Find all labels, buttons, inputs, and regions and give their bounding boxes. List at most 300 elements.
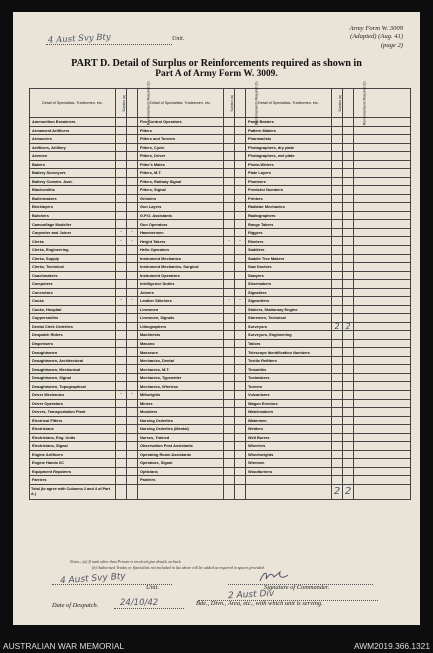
value-cell bbox=[116, 399, 127, 408]
specialist-name: Linesmen, Signals bbox=[138, 314, 224, 323]
value-cell bbox=[127, 263, 138, 272]
specialist-name: Miners bbox=[138, 399, 224, 408]
value-cell bbox=[332, 143, 343, 152]
value-cell bbox=[224, 450, 235, 459]
value-cell bbox=[343, 356, 354, 365]
value-cell: - bbox=[127, 297, 138, 306]
value-cell bbox=[116, 118, 127, 127]
specialist-name: Height Takers bbox=[138, 237, 224, 246]
form-ref-line: (Adapted) (Aug. 41) bbox=[350, 33, 403, 41]
table-header-row bbox=[30, 89, 411, 118]
value-cell bbox=[127, 476, 138, 485]
value-cell bbox=[127, 118, 138, 127]
specialist-name: Clerks, Technical bbox=[30, 263, 116, 272]
value-cell: - bbox=[127, 391, 138, 400]
specialist-name: Armourers bbox=[30, 135, 116, 144]
value-cell bbox=[116, 314, 127, 323]
specialist-name: Fitters, Driver bbox=[138, 152, 224, 161]
value-cell bbox=[224, 433, 235, 442]
value-cell bbox=[235, 467, 246, 476]
specialist-name: Operating Room Assistants bbox=[138, 450, 224, 459]
value-cell bbox=[332, 305, 343, 314]
value-cell bbox=[332, 135, 343, 144]
blank-cell bbox=[354, 467, 411, 476]
date-dotted-line bbox=[114, 608, 184, 609]
value-cell: - bbox=[116, 237, 127, 246]
total-label: Total (to agree with Columns 2 and 4 of Part A.) bbox=[30, 484, 116, 499]
note-a: Notes—(a) If rank other than Private is involved give details on back. bbox=[70, 559, 182, 564]
table-row bbox=[30, 135, 411, 144]
specialist-name: Saw Doctors bbox=[246, 263, 332, 272]
value-cell: - bbox=[224, 237, 235, 246]
blank-cell bbox=[354, 459, 411, 468]
blank-cell bbox=[354, 425, 411, 434]
specialist-name: Hammermen bbox=[138, 228, 224, 237]
value-cell bbox=[224, 339, 235, 348]
value-cell bbox=[235, 220, 246, 229]
bde-handwritten: 2 Aust Div bbox=[227, 588, 275, 602]
value-cell bbox=[224, 143, 235, 152]
value-cell bbox=[235, 126, 246, 135]
table-row bbox=[30, 118, 411, 127]
value-cell bbox=[332, 271, 343, 280]
specialist-name: Electricians, Signal bbox=[30, 442, 116, 451]
value-cell bbox=[332, 126, 343, 135]
specialist-name: Range Takers bbox=[246, 220, 332, 229]
value-cell bbox=[343, 433, 354, 442]
specialist-name: Stokers, Stationary Engine bbox=[246, 305, 332, 314]
table-row bbox=[30, 356, 411, 365]
value-cell bbox=[332, 314, 343, 323]
value-cell bbox=[127, 433, 138, 442]
specialist-name: Axemen bbox=[30, 152, 116, 161]
specialist-name: Battery Surveyors bbox=[30, 169, 116, 178]
value-cell bbox=[116, 442, 127, 451]
value-cell bbox=[224, 365, 235, 374]
blank-cell bbox=[354, 169, 411, 178]
signature-label: Signature of Commander. bbox=[264, 584, 330, 591]
value-cell bbox=[127, 169, 138, 178]
specialist-name: Signwriters bbox=[246, 297, 332, 306]
value-cell bbox=[332, 399, 343, 408]
note-b: (b) Authorised Trades or Specialists not included in list above will be added as required in spaces provided. bbox=[92, 564, 265, 570]
specialist-name: Draughtsmen bbox=[30, 348, 116, 357]
value-cell bbox=[116, 476, 127, 485]
table-row bbox=[30, 348, 411, 357]
value-cell bbox=[224, 314, 235, 323]
total-empty-cell bbox=[246, 484, 332, 499]
value-cell bbox=[224, 399, 235, 408]
blank-cell bbox=[354, 331, 411, 340]
value-cell bbox=[235, 450, 246, 459]
specialist-name: Computers bbox=[30, 280, 116, 289]
col-header-required: Reinforcements Required (b) bbox=[235, 89, 246, 118]
specialists-table bbox=[29, 81, 411, 500]
specialist-name: Fitters, Signal bbox=[138, 186, 224, 195]
value-cell bbox=[235, 425, 246, 434]
specialist-name: Operators, Signal bbox=[138, 459, 224, 468]
value-cell bbox=[343, 169, 354, 178]
value-cell bbox=[116, 160, 127, 169]
table-row bbox=[30, 280, 411, 289]
specialist-name: Well Borers bbox=[246, 433, 332, 442]
specialist-name: Saddlers bbox=[246, 245, 332, 254]
total-empty-cell bbox=[116, 484, 127, 499]
value-cell bbox=[127, 467, 138, 476]
table-row bbox=[30, 143, 411, 152]
specialist-name: Fitter's Mates bbox=[138, 160, 224, 169]
value-cell bbox=[224, 459, 235, 468]
value-cell bbox=[332, 425, 343, 434]
table-row bbox=[30, 314, 411, 323]
blank-cell bbox=[354, 484, 411, 499]
specialist-name: Coachmakers bbox=[30, 271, 116, 280]
value-cell bbox=[235, 152, 246, 161]
value-cell bbox=[332, 442, 343, 451]
table-row bbox=[30, 152, 411, 161]
specialist-name: Bakers bbox=[30, 160, 116, 169]
value-cell bbox=[343, 228, 354, 237]
specialist-name: Engine Hands I/C bbox=[30, 459, 116, 468]
value-cell bbox=[127, 373, 138, 382]
value-cell bbox=[235, 399, 246, 408]
specialist-name: Gun Operators bbox=[138, 220, 224, 229]
value-cell bbox=[116, 382, 127, 391]
title-line-2: Part A of Army Form W. 3009. bbox=[155, 69, 278, 79]
value-cell bbox=[343, 382, 354, 391]
value-cell bbox=[235, 245, 246, 254]
form-ref-line: Army Form W. 3009 bbox=[349, 25, 403, 32]
value-cell bbox=[127, 305, 138, 314]
value-cell bbox=[343, 297, 354, 306]
blank-cell bbox=[354, 288, 411, 297]
specialist-name: Radiographers bbox=[246, 211, 332, 220]
blank-cell bbox=[354, 297, 411, 306]
value-cell bbox=[235, 348, 246, 357]
archive-footer bbox=[0, 636, 433, 653]
blank-cell bbox=[354, 322, 411, 331]
value-cell bbox=[332, 288, 343, 297]
specialist-name: Millwrights bbox=[138, 391, 224, 400]
table-row bbox=[30, 365, 411, 374]
value-cell bbox=[332, 280, 343, 289]
value-cell bbox=[116, 135, 127, 144]
value-cell bbox=[116, 322, 127, 331]
title-line-1: PART D. Detail of Surplus or Reinforcements required as shown in bbox=[71, 58, 362, 69]
value-cell bbox=[343, 160, 354, 169]
value-cell bbox=[224, 442, 235, 451]
value-cell: - bbox=[116, 297, 127, 306]
value-cell bbox=[332, 373, 343, 382]
specialist-name: Mechanics, Dental bbox=[138, 356, 224, 365]
specialist-name: Photographers, wet plate bbox=[246, 152, 332, 161]
value-cell bbox=[343, 177, 354, 186]
value-cell bbox=[343, 373, 354, 382]
specialist-name: Cooks, Hospital bbox=[30, 305, 116, 314]
specialist-name bbox=[246, 476, 332, 485]
value-cell bbox=[343, 314, 354, 323]
specialist-name: Nursing Orderlies (Mental) bbox=[138, 425, 224, 434]
value-cell bbox=[116, 365, 127, 374]
value-cell bbox=[332, 356, 343, 365]
specialist-name: Cooks bbox=[30, 297, 116, 306]
value-cell bbox=[116, 194, 127, 203]
specialist-name: Linesmen bbox=[138, 305, 224, 314]
value-cell bbox=[116, 271, 127, 280]
specialist-name: Butchers bbox=[30, 211, 116, 220]
value-cell bbox=[116, 280, 127, 289]
value-cell: - bbox=[235, 297, 246, 306]
specialist-name: Battery Comdrs. Asst. bbox=[30, 177, 116, 186]
col-header-surplus: Surplus (a) bbox=[224, 89, 235, 118]
value-cell bbox=[116, 373, 127, 382]
unit-dotted-line bbox=[46, 44, 172, 45]
specialist-name: Printers bbox=[246, 194, 332, 203]
specialist-name: Masseurs bbox=[138, 348, 224, 357]
value-cell bbox=[332, 331, 343, 340]
specialist-name: Lithographers bbox=[138, 322, 224, 331]
blank-cell bbox=[354, 365, 411, 374]
table-row bbox=[30, 373, 411, 382]
value-cell bbox=[332, 382, 343, 391]
blank-cell bbox=[354, 408, 411, 417]
specialist-name: Instrument Mechanics bbox=[138, 254, 224, 263]
specialist-name: Machinists bbox=[138, 331, 224, 340]
value-cell bbox=[332, 450, 343, 459]
value-cell bbox=[116, 245, 127, 254]
blank-cell bbox=[354, 339, 411, 348]
value-cell bbox=[332, 118, 343, 127]
specialist-name: Draughtsmen, Architectural bbox=[30, 356, 116, 365]
specialist-name: Despatch Riders bbox=[30, 331, 116, 340]
table-row bbox=[30, 297, 411, 306]
blank-cell bbox=[354, 194, 411, 203]
table-row bbox=[30, 245, 411, 254]
value-cell bbox=[343, 237, 354, 246]
value-cell bbox=[235, 442, 246, 451]
value-cell bbox=[332, 220, 343, 229]
blank-cell bbox=[354, 126, 411, 135]
col-header-required: Reinforcements Required (b) bbox=[343, 89, 354, 118]
value-cell bbox=[224, 186, 235, 195]
value-cell bbox=[127, 425, 138, 434]
specialist-name: Camouflage Modeller bbox=[30, 220, 116, 229]
value-cell bbox=[332, 348, 343, 357]
blank-cell bbox=[354, 211, 411, 220]
specialist-name: Signallers bbox=[246, 288, 332, 297]
specialist-name: Farriers bbox=[30, 476, 116, 485]
credit-right: AWM2019.366.1321 bbox=[353, 641, 430, 651]
specialist-name: Fitters bbox=[138, 126, 224, 135]
value-cell bbox=[332, 203, 343, 212]
value-cell bbox=[224, 322, 235, 331]
specialist-name: Instrument Operators bbox=[138, 271, 224, 280]
value-cell bbox=[224, 467, 235, 476]
table-row bbox=[30, 203, 411, 212]
value-cell bbox=[343, 442, 354, 451]
specialist-name: Wheelwrights bbox=[246, 450, 332, 459]
blank-cell bbox=[354, 271, 411, 280]
value-cell bbox=[127, 135, 138, 144]
form-reference bbox=[349, 25, 403, 50]
value-cell bbox=[235, 305, 246, 314]
bde-label: Bde., Divn., Area, etc., with which unit is serving. bbox=[196, 600, 323, 607]
value-cell bbox=[343, 263, 354, 272]
specialist-name: Vulcanisers bbox=[246, 391, 332, 400]
value-cell bbox=[224, 416, 235, 425]
specialist-name: Turners bbox=[246, 382, 332, 391]
blank-cell bbox=[354, 280, 411, 289]
specialist-name: Watchmakers bbox=[246, 408, 332, 417]
value-cell bbox=[332, 416, 343, 425]
value-cell bbox=[127, 399, 138, 408]
blank-cell bbox=[354, 143, 411, 152]
value-cell bbox=[332, 254, 343, 263]
value-cell bbox=[127, 314, 138, 323]
value-cell bbox=[343, 348, 354, 357]
specialist-name: Welders bbox=[246, 425, 332, 434]
value-cell bbox=[224, 203, 235, 212]
value-cell bbox=[224, 135, 235, 144]
value-cell bbox=[343, 391, 354, 400]
value-cell bbox=[235, 118, 246, 127]
value-cell bbox=[127, 143, 138, 152]
value-cell bbox=[332, 211, 343, 220]
blank-cell bbox=[354, 186, 411, 195]
table-row bbox=[30, 169, 411, 178]
value-cell bbox=[235, 288, 246, 297]
form-notes bbox=[70, 559, 265, 570]
value-cell bbox=[343, 339, 354, 348]
value-cell bbox=[343, 399, 354, 408]
value-cell bbox=[127, 211, 138, 220]
specialist-name: Nursing Orderlies bbox=[138, 416, 224, 425]
specialist-name: Surveyors, Engineering bbox=[246, 331, 332, 340]
table-row bbox=[30, 399, 411, 408]
value-cell bbox=[235, 254, 246, 263]
credit-left: AUSTRALIAN WAR MEMORIAL bbox=[3, 641, 125, 651]
value-cell bbox=[332, 160, 343, 169]
value-cell bbox=[332, 177, 343, 186]
table-row bbox=[30, 459, 411, 468]
value-cell bbox=[235, 339, 246, 348]
specialist-name: Bricklayers bbox=[30, 203, 116, 212]
blank-cell bbox=[354, 135, 411, 144]
specialist-name: Plate Layers bbox=[246, 169, 332, 178]
value-cell bbox=[224, 408, 235, 417]
value-cell bbox=[116, 152, 127, 161]
table-row bbox=[30, 194, 411, 203]
specialist-name: Textile Refitters bbox=[246, 356, 332, 365]
value-cell bbox=[116, 305, 127, 314]
value-cell bbox=[116, 408, 127, 417]
value-cell bbox=[127, 416, 138, 425]
specialist-name: Hello Operators bbox=[138, 245, 224, 254]
value-cell bbox=[332, 433, 343, 442]
specialist-name: Driver Mechanics bbox=[30, 391, 116, 400]
value-cell bbox=[343, 245, 354, 254]
specialist-name: Wiremen bbox=[246, 459, 332, 468]
value-cell bbox=[116, 263, 127, 272]
value-cell bbox=[224, 126, 235, 135]
col-header-surplus: Surplus (a) bbox=[332, 89, 343, 118]
table-row bbox=[30, 220, 411, 229]
value-cell bbox=[332, 245, 343, 254]
value-cell bbox=[343, 254, 354, 263]
total-empty-cell bbox=[235, 484, 246, 499]
blank-cell bbox=[354, 450, 411, 459]
value-cell bbox=[235, 476, 246, 485]
value-cell bbox=[224, 373, 235, 382]
value-cell bbox=[235, 186, 246, 195]
blank-cell bbox=[354, 254, 411, 263]
specialist-name: Wheelers bbox=[246, 442, 332, 451]
value-cell bbox=[224, 177, 235, 186]
value-cell bbox=[332, 169, 343, 178]
specialist-name: Coppersmiths bbox=[30, 314, 116, 323]
specialist-name: Engine Artificers bbox=[30, 450, 116, 459]
table-row bbox=[30, 126, 411, 135]
value-cell bbox=[127, 152, 138, 161]
table-row bbox=[30, 186, 411, 195]
value-cell bbox=[235, 203, 246, 212]
specialist-name: Driver Operators bbox=[30, 399, 116, 408]
value-cell bbox=[127, 408, 138, 417]
value-cell bbox=[116, 288, 127, 297]
specialist-name: Electrical Fitters bbox=[30, 416, 116, 425]
value-cell bbox=[332, 263, 343, 272]
specialist-name: Fitters, Cycle bbox=[138, 143, 224, 152]
value-cell bbox=[224, 160, 235, 169]
specialist-name: Mechanics, Wireless bbox=[138, 382, 224, 391]
value-cell bbox=[235, 135, 246, 144]
value-cell bbox=[332, 186, 343, 195]
value-cell bbox=[127, 339, 138, 348]
blank-cell bbox=[354, 476, 411, 485]
table-row bbox=[30, 237, 411, 246]
table-row bbox=[30, 263, 411, 272]
table-row bbox=[30, 211, 411, 220]
value-cell bbox=[224, 228, 235, 237]
value-cell bbox=[127, 450, 138, 459]
blank-cell bbox=[354, 382, 411, 391]
value-cell bbox=[224, 152, 235, 161]
value-cell bbox=[332, 467, 343, 476]
value-cell bbox=[127, 126, 138, 135]
specialist-name: Artificers, Artillery bbox=[30, 143, 116, 152]
value-cell bbox=[116, 203, 127, 212]
value-cell bbox=[332, 365, 343, 374]
table-row bbox=[30, 408, 411, 417]
value-cell bbox=[127, 442, 138, 451]
value-cell bbox=[127, 254, 138, 263]
value-cell bbox=[116, 450, 127, 459]
specialist-name: Opticians bbox=[138, 467, 224, 476]
specialist-name: Nurses, Trained bbox=[138, 433, 224, 442]
specialist-name: Draughtsmen, Mechanical bbox=[30, 365, 116, 374]
value-cell bbox=[235, 365, 246, 374]
blank-cell bbox=[354, 228, 411, 237]
value-cell bbox=[235, 314, 246, 323]
value-cell bbox=[343, 126, 354, 135]
value-cell bbox=[224, 118, 235, 127]
table-row bbox=[30, 160, 411, 169]
table-row bbox=[30, 228, 411, 237]
table-row bbox=[30, 467, 411, 476]
specialist-name: Mechanics, M.T. bbox=[138, 365, 224, 374]
value-cell bbox=[235, 382, 246, 391]
specialist-name: Instrument Mechanics, Surgical bbox=[138, 263, 224, 272]
